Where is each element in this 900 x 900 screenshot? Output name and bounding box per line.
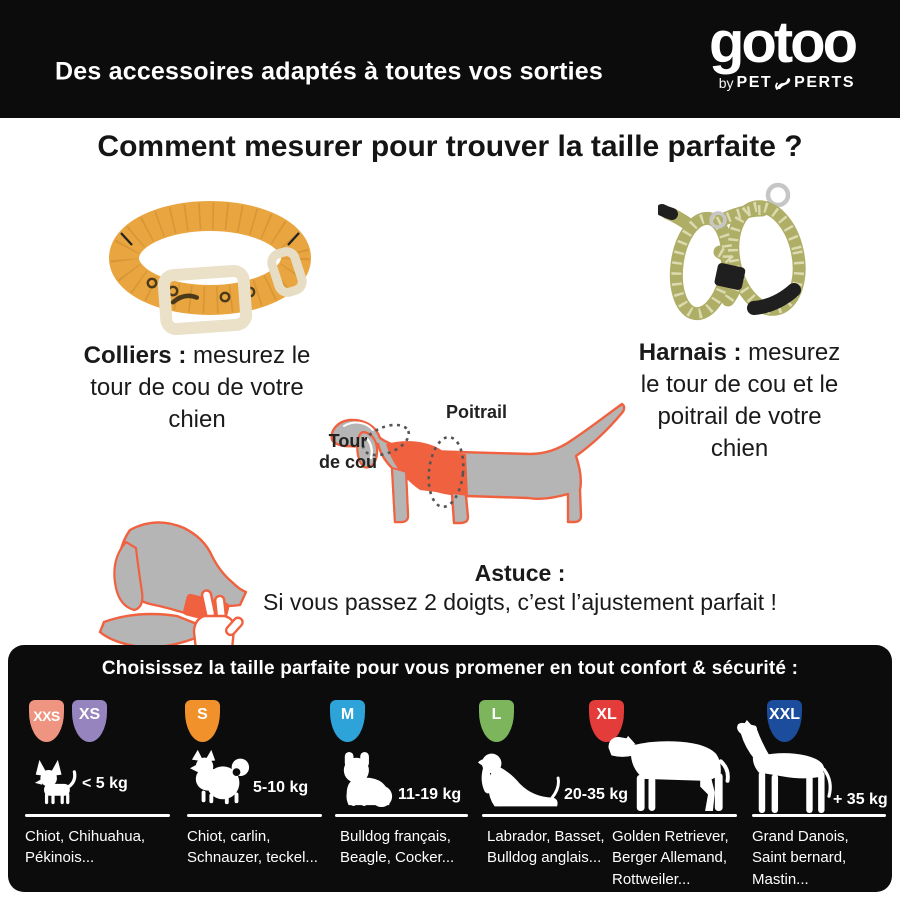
- harness-caption-text: mesurez le tour de cou et le poitrail de votre chien: [640, 339, 841, 462]
- weight-xxs-xs: < 5 kg: [82, 775, 128, 792]
- collar-illustration: [105, 200, 315, 335]
- breeds-s: Chiot, carlin, Schnauzer, teckel...: [187, 828, 318, 867]
- size-chart-title: Choisissez la taille parfaite pour vous promener en tout confort & sécurité :: [101, 658, 799, 679]
- great-dane-silhouette-icon: [731, 720, 835, 814]
- size-chart-panel: [8, 645, 892, 892]
- size-badge-xs: XS: [72, 700, 107, 742]
- divider: [752, 814, 886, 817]
- breeds-xxl: Grand Danois, Saint bernard, Mastin...: [752, 828, 849, 888]
- size-badge-s: S: [185, 700, 220, 742]
- french-bulldog-silhouette-icon: [337, 751, 397, 807]
- basset-silhouette-icon: [477, 750, 561, 810]
- collar-caption-text: mesurez le tour de cou de votre chien: [90, 342, 311, 433]
- logo-brand-left: PET: [736, 74, 773, 91]
- weight-xxl: + 35 kg: [833, 791, 888, 808]
- weight-m: 11-19 kg: [398, 786, 462, 803]
- collar-caption-bold: Colliers :: [83, 342, 187, 369]
- size-badge-xxs: XXS: [29, 700, 64, 742]
- collar-caption: [62, 340, 332, 436]
- breeds-m: Bulldog français, Beagle, Cocker...: [340, 828, 455, 867]
- divider: [482, 814, 737, 817]
- harness-caption-bold: Harnais :: [638, 339, 742, 366]
- size-badge-l: L: [479, 700, 514, 742]
- size-badge-xl: XL: [589, 700, 624, 742]
- logo-by: by: [718, 75, 734, 91]
- logo-wordmark: gotoo: [708, 10, 855, 75]
- divider: [187, 814, 322, 817]
- chest-label: Poitrail: [446, 402, 508, 422]
- spitz-silhouette-icon: [190, 747, 252, 807]
- breeds-l: Labrador, Basset, Bulldog anglais...: [487, 828, 605, 867]
- divider: [335, 814, 468, 817]
- tip-title: Astuce :: [474, 560, 566, 586]
- tip-text: Si vous passez 2 doigts, c’est l’ajustement parfait !: [263, 589, 777, 615]
- header-bar: [0, 0, 900, 118]
- size-badge-m: M: [330, 700, 365, 742]
- weight-s: 5-10 kg: [253, 779, 309, 796]
- dog-x-icon: [775, 76, 791, 91]
- page-title: Comment mesurer pour trouver la taille parfaite ?: [97, 130, 803, 163]
- brand-logo: [655, 10, 855, 92]
- neck-label: Tour de cou: [318, 431, 377, 472]
- header-tagline: Des accessoires adaptés à toutes vos sorties: [55, 57, 603, 86]
- breeds-xxs-xs: Chiot, Chihuahua, Pékinois...: [25, 828, 146, 867]
- weight-l: 20-35 kg: [564, 786, 629, 803]
- divider: [25, 814, 170, 817]
- harness-caption: [632, 337, 847, 465]
- breeds-xl: Golden Retriever, Berger Allemand, Rottweiler...: [612, 828, 729, 888]
- harness-illustration: [658, 180, 820, 332]
- logo-brand-right: PERTS: [794, 74, 855, 91]
- size-badge-xxl: XXL: [767, 700, 802, 742]
- chihuahua-silhouette-icon: [33, 757, 79, 807]
